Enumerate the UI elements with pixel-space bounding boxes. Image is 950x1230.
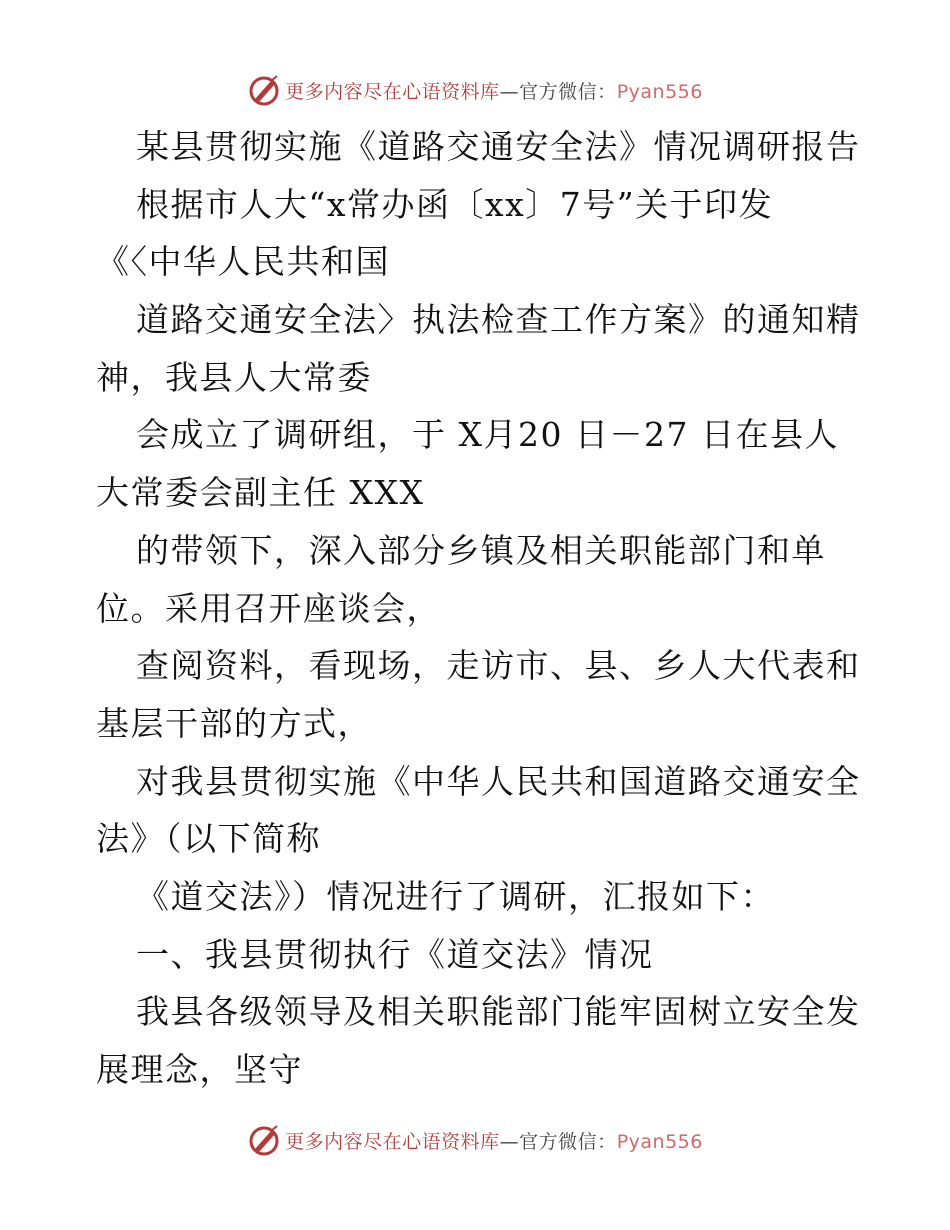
text-line: 某县贯彻实施《道路交通安全法》情况调研报告 xyxy=(136,127,861,166)
text-line: 神，我县人大常委 xyxy=(96,357,372,397)
text-line: 我县各级领导及相关职能部门能牢固树立安全发 xyxy=(136,992,861,1032)
text-line: 《〈中华人民共和国 xyxy=(96,242,390,282)
text-line: 查阅资料，看现场，走访市、县、乡人大代表和 xyxy=(136,646,861,686)
text-line: 展理念，坚守 xyxy=(96,1050,303,1089)
text-line: 大常委会副主任 XXX xyxy=(96,473,425,513)
text-line: 基层干部的方式， xyxy=(96,703,372,743)
watermark-header xyxy=(0,72,950,108)
watermark-text xyxy=(285,1127,703,1154)
text-line: 对我县贯彻实施《中华人民共和国道路交通安全 xyxy=(136,761,861,801)
watermark-wechat-id: Pyan556 xyxy=(616,1130,703,1153)
watermark-footer xyxy=(0,1122,950,1158)
text-line: 的带领下，深入部分乡镇及相关职能部门和单 xyxy=(136,530,826,570)
text-line: 会成立了调研组，于 X月20 日－27 日在县人 xyxy=(136,415,839,455)
text-line: 位。采用召开座谈会， xyxy=(96,588,441,628)
pen-logo-icon xyxy=(247,73,281,107)
text-line: 法》（以下简称 xyxy=(96,819,321,859)
watermark-separator: — xyxy=(499,1130,520,1153)
watermark-wechat-id: Pyan556 xyxy=(616,80,703,103)
text-line: 一、我县贯彻执行《道交法》情况 xyxy=(136,934,654,974)
watermark-text xyxy=(285,77,703,104)
text-line: 根据市人大“x常办函〔xx〕7号”关于印发 xyxy=(136,184,774,224)
document-body xyxy=(96,118,861,1099)
watermark-separator: — xyxy=(499,80,520,103)
watermark-site: 更多内容尽在心语资料库 xyxy=(285,1130,500,1153)
watermark-wechat-label: 官方微信： xyxy=(519,80,617,103)
text-line: 《道交法》）情况进行了调研，汇报如下： xyxy=(136,876,775,916)
text-line: 道路交通安全法〉执法检查工作方案》的通知精 xyxy=(136,300,861,340)
watermark-site: 更多内容尽在心语资料库 xyxy=(285,80,500,103)
watermark-wechat-label: 官方微信： xyxy=(519,1130,617,1153)
pen-logo-icon xyxy=(247,1123,281,1157)
